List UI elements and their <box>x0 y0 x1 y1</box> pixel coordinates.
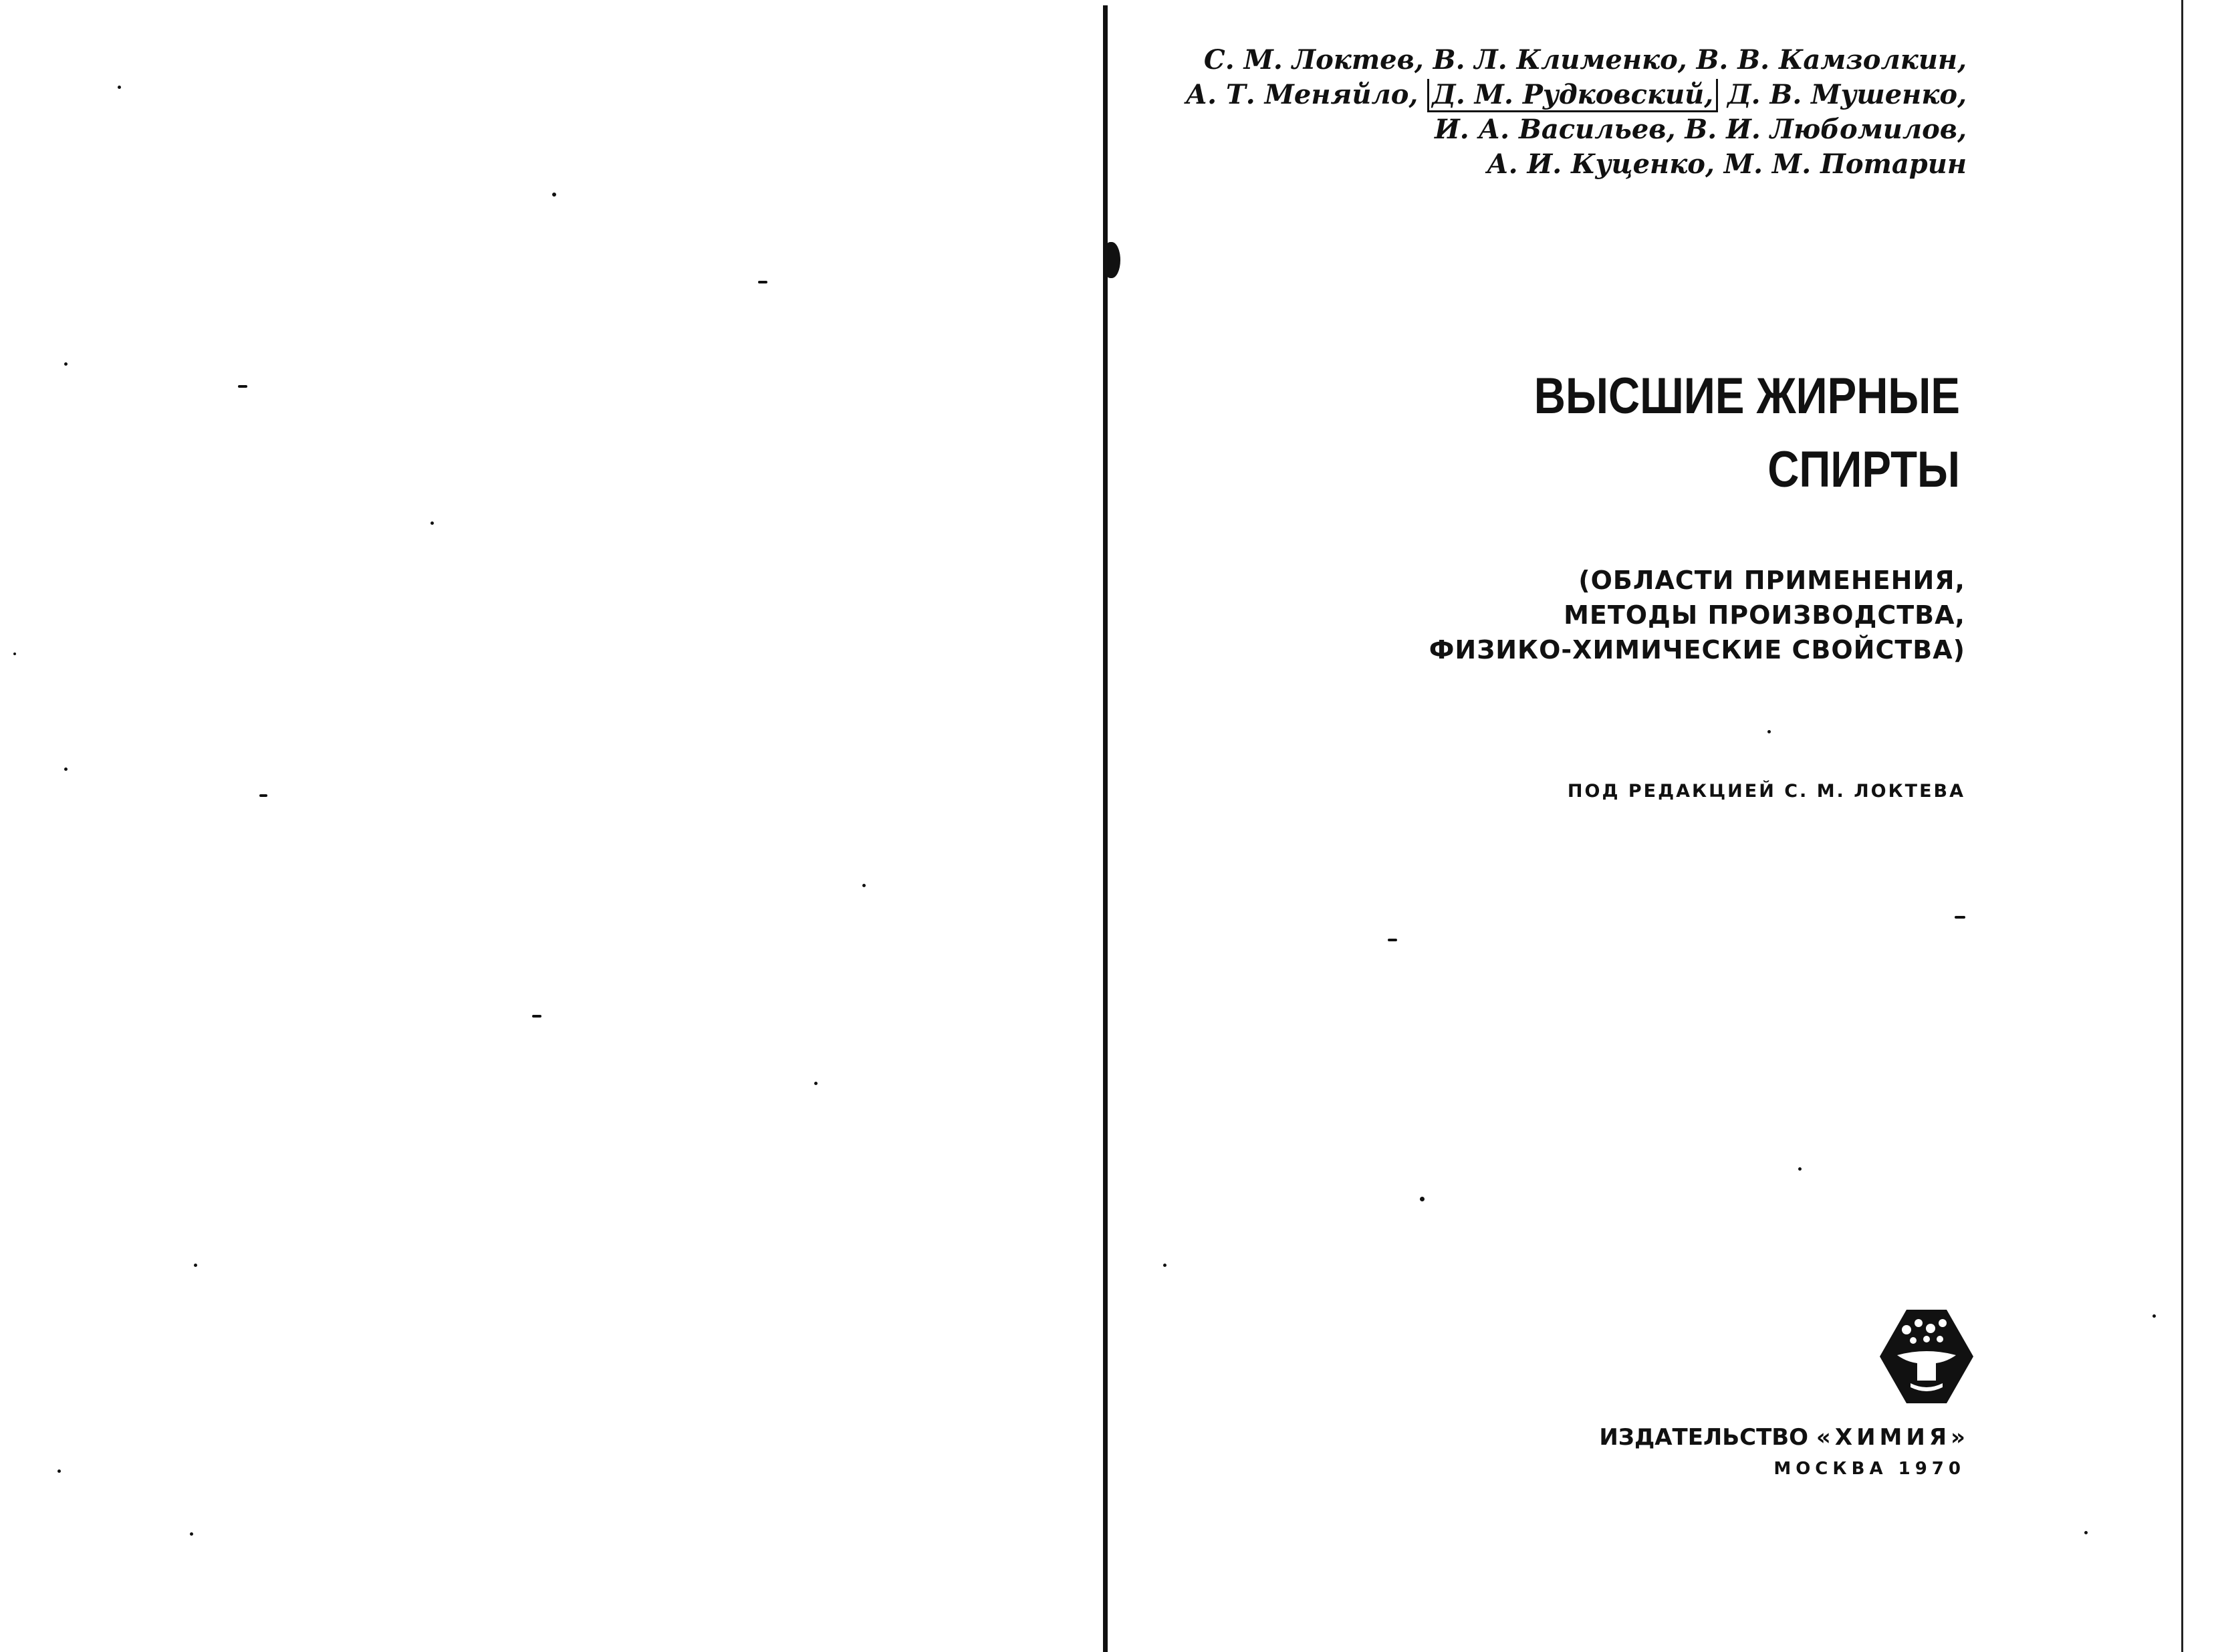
authors-line-3: И. А. Васильев, В. И. Любомилов, <box>1434 114 1967 145</box>
speck <box>862 884 866 887</box>
subtitle-line-3: ФИЗИКО-ХИМИЧЕСКИЕ СВОЙСТВА) <box>1429 635 1965 665</box>
authors-block <box>1031 43 1967 182</box>
speck <box>552 193 556 197</box>
speck <box>194 1264 197 1267</box>
publisher-logo <box>1877 1307 1976 1406</box>
speck <box>814 1082 818 1085</box>
editor-credit: ПОД РЕДАКЦИЕЙ С. М. ЛОКТЕВА <box>1567 781 1965 802</box>
binding-mark <box>1103 242 1120 278</box>
authors-line-4: А. И. Куценко, М. М. Потарин <box>1487 148 1967 180</box>
title-line-2: СПИРТЫ <box>1767 441 1960 498</box>
speck <box>430 521 434 525</box>
speck <box>1798 1167 1802 1171</box>
speck <box>64 362 68 366</box>
boxed-author-name: Д. М. Рудковский, <box>1427 79 1718 112</box>
publisher-name <box>1301 1424 1969 1451</box>
authors-line-1: С. М. Локтев, В. Л. Клименко, В. В. Камзолкин, <box>1203 44 1967 76</box>
speck <box>238 385 247 388</box>
speck <box>2084 1531 2088 1534</box>
authors-line-2 <box>1031 78 1967 112</box>
speck <box>1163 1264 1166 1267</box>
speck <box>758 281 767 283</box>
book-title <box>1091 360 1960 507</box>
speck <box>2152 1314 2156 1318</box>
publisher-prefix: ИЗДАТЕЛЬСТВО <box>1599 1424 1816 1451</box>
speck <box>57 1469 61 1473</box>
subtitle-line-2: МЕТОДЫ ПРОИЗВОДСТВА, <box>1564 600 1965 630</box>
publisher-brand: «ХИМИЯ» <box>1816 1424 1969 1451</box>
speck <box>64 768 68 771</box>
speck <box>1420 1197 1425 1201</box>
speck <box>1767 730 1771 733</box>
speck <box>532 1015 541 1018</box>
page-edge <box>2181 0 2183 1652</box>
publication-place-year: МОСКВА 1970 <box>1773 1459 1965 1479</box>
book-subtitle <box>1096 563 1965 667</box>
speck <box>190 1532 193 1536</box>
author-names: Д. В. Мушенко, <box>1718 79 1967 110</box>
speck <box>259 794 267 797</box>
speck <box>13 653 16 655</box>
title-line-1: ВЫСШИЕ ЖИРНЫЕ <box>1533 368 1960 425</box>
subtitle-line-1: (ОБЛАСТИ ПРИМЕНЕНИЯ, <box>1578 566 1965 595</box>
speck <box>1955 916 1965 919</box>
speck <box>1388 939 1397 941</box>
author-names: А. Т. Меняйло, <box>1185 79 1428 110</box>
speck <box>118 86 121 89</box>
